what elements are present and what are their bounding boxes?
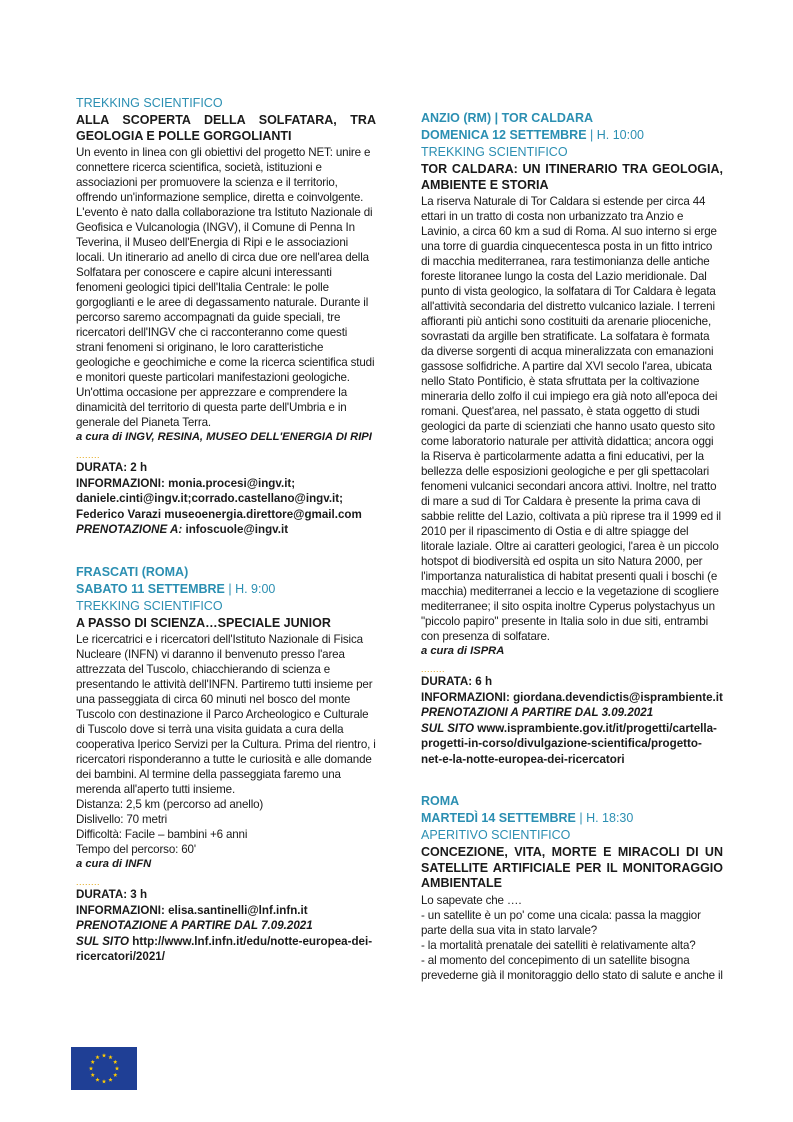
eu-star-icon (102, 1053, 106, 1057)
event-info (76, 887, 376, 965)
fact-line: Difficoltà: Facile – bambini +6 anni (76, 828, 248, 841)
description-paragraph: L'evento è nato dalla collaborazione tra Istituto Nazionale di Geofisica e Vulcanologia (INGV), il Comune di Penna In Teverina, il Museo dell'Energia di Ripi e le associazioni locali. Un itinerario ad anello di circa due ore nell'area della Solfatara per conoscere e capire alcuni interessanti fenomeni geologici tipici dell'Italia Centrale: le polle gorgoglianti e le aree di degassamento naturale. Durante il percorso saremo accompagnati da guide speciali, tre ricercatori dell'INGV che ci racconteranno come questi strani fenomeni si originano, le loro caratteristiche geologiche e geochimiche e come la ricerca scientifica studi e monitori queste particolari manifestazioni geologiche. Un'ottima occasione per apprezzare e comprendere la dinamicità del territorio di questa parte dell'Umbria e in generale del Pianeta Terra. (76, 206, 375, 429)
eu-flag-icon (71, 1047, 137, 1090)
event-date-day: MARTEDÌ 14 SETTEMBRE (421, 811, 576, 825)
event-title: ALLA SCOPERTA DELLA SOLFATARA, TRA GEOLOGIA E POLLE GORGOLIANTI (76, 113, 376, 143)
event-credit: a cura di ISPRA (421, 645, 505, 657)
site-link[interactable]: http://www.lnf.infn.it/edu/notte-europea-dei-ricercatori/2021/ (76, 934, 373, 963)
eu-star-icon (89, 1066, 93, 1070)
info-email: INFORMAZIONI: monia.procesi@ingv.it; (76, 476, 296, 490)
event-duration: DURATA: 6 h (421, 675, 493, 688)
event-title: A PASSO DI SCIENZA…SPECIALE JUNIOR (76, 615, 331, 630)
site-info (421, 721, 723, 768)
description-line: - la mortalità prenatale dei satelliti è relativamente alta? (421, 938, 696, 952)
right-column (421, 110, 723, 1009)
booking-label: PRENOTAZIONE A: (76, 523, 183, 536)
event-location: FRASCATI (ROMA) (76, 564, 189, 579)
event-info (421, 674, 723, 767)
eu-star-icon (108, 1055, 112, 1059)
eu-star-icon (102, 1079, 106, 1083)
event-description (76, 145, 376, 430)
info-email: Federico Varazi museoenergia.direttore@gmail.com (76, 507, 362, 521)
event-tor-caldara (421, 110, 723, 767)
event-type: APERITIVO SCIENTIFICO (421, 828, 571, 842)
fact-line: Distanza: 2,5 km (percorso ad anello) (76, 798, 264, 811)
eu-star-icon (113, 1073, 117, 1077)
separator-dots: ........ (421, 664, 446, 674)
eu-star-icon (108, 1077, 112, 1081)
info-email: daniele.cinti@ingv.it;corrado.castellano@ingv.it; (76, 492, 343, 505)
event-location: ANZIO (RM) | TOR CALDARA (421, 111, 593, 125)
event-description (76, 632, 376, 857)
event-duration: DURATA: 3 h (76, 888, 148, 901)
event-frascati (76, 564, 376, 965)
description-line: Lo sapevate che …. (421, 893, 522, 907)
event-date (76, 581, 376, 598)
description-paragraph: Un evento in linea con gli obiettivi del progetto NET: unire e connettere ricerca scientifica, società, istituzioni e associazioni per promuovere la scienza e il territorio, offrendo un'informazione semplice, diretta e coinvolgente. (76, 146, 371, 204)
event-time: | H. 10:00 (586, 128, 644, 142)
event-type: TREKKING SCIENTIFICO (76, 598, 223, 613)
description-paragraph: La riserva Naturale di Tor Caldara si estende per circa 44 ettari in un tratto di costa non urbanizzato tra Anzio e Lavinio, a circa 60 km a sud di Roma. Al suo interno si erge una torre di guardia cinquecentesca posta in un fitto intrico di macchia mediterranea, rara testimonianza delle antiche foreste litoranee lungo la costa del Lazio meridionale. Dal punto di vista geologico, la solfatara di Tor Caldara è legata all'attività secondaria del distretto vulcanico laziale. I terreni affioranti più antichi sono costituiti da arenarie plioceniche, sovrastati da argille ben stratificate. La solfatara è formata da diverse sorgenti di acqua mineralizzata con emanazioni gassose solfidriche. A partire dal XVI secolo l'area, ubicata nello Stato Pontificio, è stata sfruttata per la coltivazione mineraria dello zolfo il cui impiego era già noto all'epoca dei romani. Quest'area, nel passato, è stata oggetto di studi geologici da parte di scienziati che hanno usato questo sito come laboratorio naturale per attività didattica; ancora oggi la Riserva è particolarmente adatta a fini educativi, per la bellezza delle esposizioni geologiche e per gli spettacolari fenomeni vulcanici secondari ancora attivi. Inoltre, nel tratto di mare a sud di Tor Caldara è presente la prima cava di sabbie relitte del Lazio, coltivata a più riprese tra il 1999 ed il 2010 per il ripascimento di Ostia e di altre spiagge del litorale laziale. Oltre ai caratteri geologici, l'area è un piccolo hotspot di biodiversità ed ospita un sito Natura 2000, per l'importanza naturalistica di habitat presenti quali i boschi (e macchia) mediterranei a leccio e la vegetazione di scogliere mediterranee; il sito ospita inoltre Cyperus polystachyus un "piccolo papiro" presente in Italia solo in due siti, entrambi con presenza di solfatare. (421, 195, 721, 643)
booking-email[interactable]: infoscuole@ingv.it (182, 523, 289, 536)
description-line: - al momento del concepimento di un satellite bisogna prevederne già il monitoraggio dello stato di salute e anche il (421, 953, 723, 982)
event-credit: a cura di INGV, RESINA, MUSEO DELL'ENERGIA DI RIPI (76, 431, 372, 443)
event-time: | H. 18:30 (575, 811, 634, 825)
separator-dots: ........ (76, 877, 101, 887)
event-date (421, 810, 723, 827)
fact-line: Tempo del percorso: 60' (76, 843, 196, 856)
event-solfatara (76, 95, 376, 538)
site-info (76, 934, 376, 965)
event-date-day: DOMENICA 12 SETTEMBRE (421, 128, 587, 142)
event-roma (421, 793, 723, 983)
fact-line: Dislivello: 70 metri (76, 813, 168, 826)
event-title: TOR CALDARA: UN ITINERARIO TRA GEOLOGIA, AMBIENTE E STORIA (421, 162, 723, 192)
event-location: ROMA (421, 794, 460, 808)
description-line: - un satellite è un po' come una cicala: passa la maggior parte della sua vita in stato larvale? (421, 908, 701, 937)
event-credit: a cura di INFN (76, 858, 152, 870)
event-description (421, 893, 723, 983)
eu-star-icon (91, 1060, 95, 1064)
event-title: CONCEZIONE, VITA, MORTE E MIRACOLI DI UN SATELLITE ARTIFICIALE PER IL MONITORAGGIO AMBIENTALE (421, 845, 723, 890)
event-description (421, 194, 723, 644)
event-date (421, 127, 723, 144)
eu-star-icon (95, 1077, 99, 1081)
left-column (76, 95, 376, 991)
info-email: INFORMAZIONI: giordana.devendictis@isprambiente.it (421, 690, 723, 704)
event-duration: DURATA: 2 h (76, 461, 148, 474)
booking-info: PRENOTAZIONE A PARTIRE DAL 7.09.2021 (76, 919, 313, 932)
event-info (76, 460, 376, 538)
description-paragraph: Le ricercatrici e i ricercatori dell'Istituto Nazionale di Fisica Nucleare (INFN) vi daranno il benvenuto presso l'area attrezzata del Tuscolo, chiacchierando di scienza e presentando le attività dell'INFN. Partiremo tutti insieme per una passeggiata di circa 60 minuti nel bosco del monte Tuscolo con destinazione il Parco Archeologico e Culturale di Tuscolo dove si terrà una visita guidata a cura della cooperativa Iperico Servizi per la Cultura. Prima del rientro, i ricercatori risponderanno a tutte le curiosità e alle domande dei bambini. Al termine della passeggiata faremo una merenda all'aperto tutti insieme. (76, 633, 376, 796)
event-date-day: SABATO 11 SETTEMBRE (76, 581, 225, 596)
eu-star-icon (115, 1066, 119, 1070)
site-label: SUL SITO (76, 934, 130, 948)
site-link[interactable]: www.isprambiente.gov.it/it/progetti/cartella-progetti-in-corso/divulgazione-scientifica/progetto-net-e-la-notte-europea-dei-ricercatori (421, 721, 717, 766)
event-type: TREKKING SCIENTIFICO (421, 145, 568, 159)
site-label: SUL SITO (421, 721, 475, 735)
event-time: | H. 9:00 (224, 581, 276, 596)
eu-star-icon (113, 1060, 117, 1064)
eu-star-icon (91, 1073, 95, 1077)
booking-info: PRENOTAZIONI A PARTIRE DAL 3.09.2021 (421, 706, 654, 719)
event-type: TREKKING SCIENTIFICO (76, 96, 223, 110)
separator-dots: ........ (76, 450, 101, 460)
eu-star-icon (95, 1055, 99, 1059)
booking-info (76, 522, 376, 538)
eu-flag-stars (71, 1047, 137, 1090)
info-email: INFORMAZIONI: elisa.santinelli@lnf.infn.it (76, 903, 308, 917)
